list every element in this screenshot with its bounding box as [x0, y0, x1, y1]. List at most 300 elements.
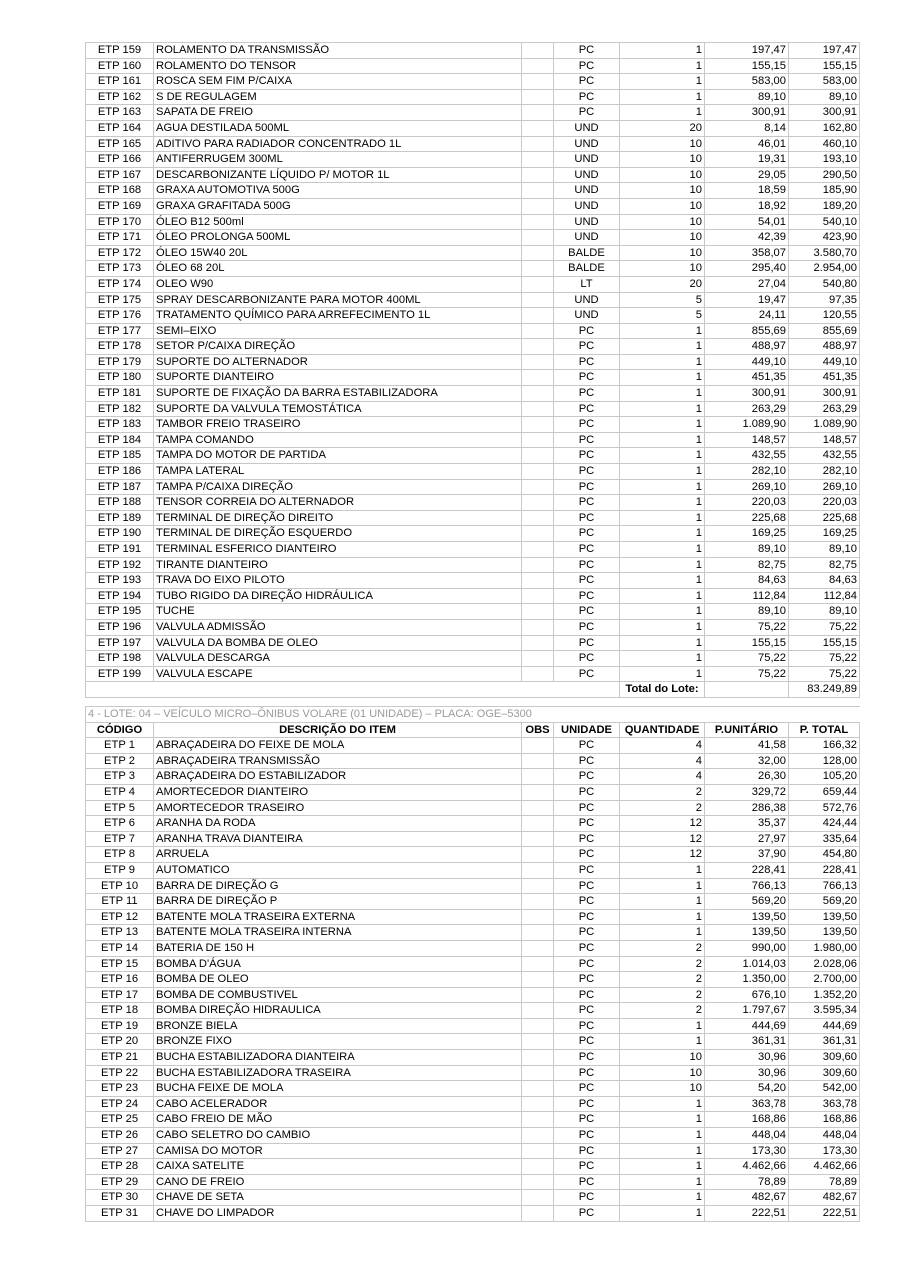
item-unit: PC	[554, 432, 620, 448]
item-code: ETP 20	[86, 1034, 154, 1050]
item-obs	[522, 956, 554, 972]
table-row	[86, 167, 860, 183]
item-quantity: 10	[620, 1081, 705, 1097]
item-obs	[522, 925, 554, 941]
item-description: TENSOR CORREIA DO ALTERNADOR	[154, 495, 522, 511]
item-unit-price: 990,00	[705, 940, 789, 956]
item-code: ETP 173	[86, 261, 154, 277]
item-unit-price: 26,30	[705, 769, 789, 785]
table-row	[86, 58, 860, 74]
item-unit: PC	[554, 417, 620, 433]
item-obs	[522, 261, 554, 277]
item-code: ETP 24	[86, 1096, 154, 1112]
item-quantity: 2	[620, 972, 705, 988]
item-obs	[522, 831, 554, 847]
item-unit-price: 766,13	[705, 878, 789, 894]
item-obs	[522, 573, 554, 589]
item-total-price: 189,20	[789, 198, 860, 214]
item-quantity: 1	[620, 1034, 705, 1050]
item-description: AUTOMATICO	[154, 862, 522, 878]
table-row	[86, 557, 860, 573]
item-code: ETP 12	[86, 909, 154, 925]
item-code: ETP 168	[86, 183, 154, 199]
item-description: TAMPA COMANDO	[154, 432, 522, 448]
table-row	[86, 432, 860, 448]
item-description: TAMBOR FREIO TRASEIRO	[154, 417, 522, 433]
item-quantity: 1	[620, 878, 705, 894]
item-unit: PC	[554, 464, 620, 480]
item-quantity: 10	[620, 198, 705, 214]
item-code: ETP 177	[86, 323, 154, 339]
item-unit-price: 282,10	[705, 464, 789, 480]
item-obs	[522, 276, 554, 292]
item-quantity: 2	[620, 800, 705, 816]
item-quantity: 1	[620, 619, 705, 635]
item-quantity: 5	[620, 292, 705, 308]
item-code: ETP 166	[86, 152, 154, 168]
table-row	[86, 464, 860, 480]
table-row	[86, 588, 860, 604]
item-total-price: 569,20	[789, 894, 860, 910]
item-quantity: 1	[620, 588, 705, 604]
item-code: ETP 19	[86, 1018, 154, 1034]
table-row	[86, 816, 860, 832]
item-unit-price: 75,22	[705, 651, 789, 667]
item-unit-price: 30,96	[705, 1050, 789, 1066]
item-obs	[522, 74, 554, 90]
item-obs	[522, 987, 554, 1003]
item-unit: PC	[554, 862, 620, 878]
item-description: VALVULA DA BOMBA DE OLEO	[154, 635, 522, 651]
item-unit: PC	[554, 878, 620, 894]
table-row	[86, 401, 860, 417]
item-obs	[522, 308, 554, 324]
header-unit-price: P.UNITÁRIO	[705, 722, 789, 738]
item-unit-price: 197,47	[705, 43, 789, 59]
item-code: ETP 8	[86, 847, 154, 863]
item-unit-price: 173,30	[705, 1143, 789, 1159]
table-row	[86, 1018, 860, 1034]
table-row	[86, 136, 860, 152]
item-quantity: 1	[620, 1159, 705, 1175]
item-unit-price: 8,14	[705, 120, 789, 136]
item-quantity: 1	[620, 401, 705, 417]
item-unit: PC	[554, 526, 620, 542]
item-unit-price: 46,01	[705, 136, 789, 152]
table-row	[86, 1159, 860, 1175]
item-code: ETP 3	[86, 769, 154, 785]
table-row	[86, 417, 860, 433]
table-row	[86, 862, 860, 878]
item-code: ETP 29	[86, 1174, 154, 1190]
item-description: CHAVE DO LIMPADOR	[154, 1206, 522, 1222]
item-code: ETP 183	[86, 417, 154, 433]
item-unit: UND	[554, 183, 620, 199]
item-code: ETP 181	[86, 386, 154, 402]
item-quantity: 1	[620, 479, 705, 495]
item-unit-price: 222,51	[705, 1206, 789, 1222]
table-row	[86, 940, 860, 956]
item-code: ETP 190	[86, 526, 154, 542]
item-total-price: 583,00	[789, 74, 860, 90]
item-code: ETP 175	[86, 292, 154, 308]
item-quantity: 4	[620, 753, 705, 769]
item-unit-price: 168,86	[705, 1112, 789, 1128]
item-unit: PC	[554, 354, 620, 370]
item-total-price: 4.462,66	[789, 1159, 860, 1175]
table-row	[86, 448, 860, 464]
item-code: ETP 163	[86, 105, 154, 121]
item-total-price: 659,44	[789, 784, 860, 800]
item-description: VALVULA ESCAPE	[154, 666, 522, 682]
item-unit-price: 112,84	[705, 588, 789, 604]
item-description: CANO DE FREIO	[154, 1174, 522, 1190]
item-obs	[522, 604, 554, 620]
item-unit: PC	[554, 43, 620, 59]
item-obs	[522, 1018, 554, 1034]
item-description: TAMPA LATERAL	[154, 464, 522, 480]
item-description: AMORTECEDOR DIANTEIRO	[154, 784, 522, 800]
item-total-price: 488,97	[789, 339, 860, 355]
item-obs	[522, 862, 554, 878]
item-obs	[522, 120, 554, 136]
item-quantity: 1	[620, 510, 705, 526]
item-total-price: 166,32	[789, 738, 860, 754]
item-quantity: 1	[620, 909, 705, 925]
item-description: TUBO RIGIDO DA DIREÇÃO HIDRÁULICA	[154, 588, 522, 604]
item-description: SUPORTE DIANTEIRO	[154, 370, 522, 386]
item-description: SETOR P/CAIXA DIREÇÃO	[154, 339, 522, 355]
item-obs	[522, 43, 554, 59]
item-code: ETP 165	[86, 136, 154, 152]
item-unit-price: 329,72	[705, 784, 789, 800]
item-description: SUPORTE DA VALVULA TEMOSTÁTICA	[154, 401, 522, 417]
item-unit: PC	[554, 1174, 620, 1190]
item-unit-price: 29,05	[705, 167, 789, 183]
table-row	[86, 753, 860, 769]
item-total-price: 185,90	[789, 183, 860, 199]
item-unit-price: 1.350,00	[705, 972, 789, 988]
item-code: ETP 10	[86, 878, 154, 894]
table-row	[86, 635, 860, 651]
item-unit: PC	[554, 74, 620, 90]
item-unit: PC	[554, 1081, 620, 1097]
item-quantity: 4	[620, 769, 705, 785]
item-description: GRAXA AUTOMOTIVA 500G	[154, 183, 522, 199]
item-unit-price: 295,40	[705, 261, 789, 277]
item-obs	[522, 245, 554, 261]
table-row	[86, 573, 860, 589]
item-description: CABO ACELERADOR	[154, 1096, 522, 1112]
item-total-price: 263,29	[789, 401, 860, 417]
item-total-price: 282,10	[789, 464, 860, 480]
item-code: ETP 26	[86, 1128, 154, 1144]
item-quantity: 1	[620, 1190, 705, 1206]
table-row	[86, 386, 860, 402]
item-quantity: 1	[620, 862, 705, 878]
table-row	[86, 987, 860, 1003]
item-unit: PC	[554, 1112, 620, 1128]
item-description: VALVULA ADMISSÃO	[154, 619, 522, 635]
item-unit: PC	[554, 1206, 620, 1222]
item-obs	[522, 198, 554, 214]
item-total-price: 75,22	[789, 666, 860, 682]
item-unit-price: 448,04	[705, 1128, 789, 1144]
item-quantity: 1	[620, 448, 705, 464]
item-obs	[522, 800, 554, 816]
item-unit: PC	[554, 448, 620, 464]
item-unit-price: 361,31	[705, 1034, 789, 1050]
item-unit-price: 220,03	[705, 495, 789, 511]
table-row	[86, 784, 860, 800]
item-description: BATENTE MOLA TRASEIRA INTERNA	[154, 925, 522, 941]
item-unit-price: 488,97	[705, 339, 789, 355]
item-description: VALVULA DESCARGA	[154, 651, 522, 667]
item-unit: PC	[554, 1143, 620, 1159]
item-unit: PC	[554, 987, 620, 1003]
item-unit: PC	[554, 105, 620, 121]
item-obs	[522, 1096, 554, 1112]
item-quantity: 1	[620, 339, 705, 355]
item-description: TIRANTE DIANTEIRO	[154, 557, 522, 573]
item-obs	[522, 401, 554, 417]
item-unit: PC	[554, 386, 620, 402]
item-quantity: 10	[620, 245, 705, 261]
item-obs	[522, 386, 554, 402]
item-obs	[522, 1112, 554, 1128]
item-unit-price: 300,91	[705, 386, 789, 402]
total-value: 83.249,89	[789, 682, 860, 698]
total-spacer	[86, 682, 620, 698]
item-code: ETP 18	[86, 1003, 154, 1019]
table-row	[86, 152, 860, 168]
item-description: BUCHA ESTABILIZADORA DIANTEIRA	[154, 1050, 522, 1066]
item-description: TERMINAL DE DIREÇÃO ESQUERDO	[154, 526, 522, 542]
item-unit: PC	[554, 619, 620, 635]
item-unit: UND	[554, 136, 620, 152]
item-description: SEMI–EIXO	[154, 323, 522, 339]
item-unit-price: 451,35	[705, 370, 789, 386]
item-quantity: 2	[620, 987, 705, 1003]
item-total-price: 540,10	[789, 214, 860, 230]
item-quantity: 1	[620, 1174, 705, 1190]
item-unit: PC	[554, 1065, 620, 1081]
item-code: ETP 170	[86, 214, 154, 230]
item-quantity: 2	[620, 956, 705, 972]
item-code: ETP 180	[86, 370, 154, 386]
item-obs	[522, 1206, 554, 1222]
total-gap	[705, 682, 789, 698]
item-unit-price: 139,50	[705, 909, 789, 925]
item-unit: PC	[554, 784, 620, 800]
item-code: ETP 164	[86, 120, 154, 136]
item-obs	[522, 784, 554, 800]
table-row	[86, 542, 860, 558]
item-quantity: 1	[620, 105, 705, 121]
item-obs	[522, 816, 554, 832]
table-row	[86, 43, 860, 59]
table-row	[86, 261, 860, 277]
item-obs	[522, 292, 554, 308]
item-total-price: 424,44	[789, 816, 860, 832]
item-obs	[522, 167, 554, 183]
table-row	[86, 831, 860, 847]
item-total-price: 482,67	[789, 1190, 860, 1206]
item-unit: PC	[554, 769, 620, 785]
item-code: ETP 23	[86, 1081, 154, 1097]
item-unit-price: 18,59	[705, 183, 789, 199]
item-code: ETP 30	[86, 1190, 154, 1206]
item-quantity: 1	[620, 894, 705, 910]
item-unit: BALDE	[554, 261, 620, 277]
item-code: ETP 199	[86, 666, 154, 682]
item-total-price: 168,86	[789, 1112, 860, 1128]
item-unit-price: 89,10	[705, 89, 789, 105]
item-obs	[522, 940, 554, 956]
item-quantity: 1	[620, 354, 705, 370]
table-row	[86, 1065, 860, 1081]
item-total-price: 120,55	[789, 308, 860, 324]
item-unit-price: 155,15	[705, 58, 789, 74]
item-total-price: 148,57	[789, 432, 860, 448]
item-quantity: 10	[620, 230, 705, 246]
item-unit-price: 89,10	[705, 604, 789, 620]
item-unit-price: 82,75	[705, 557, 789, 573]
item-unit: UND	[554, 167, 620, 183]
item-total-price: 766,13	[789, 878, 860, 894]
item-code: ETP 171	[86, 230, 154, 246]
table-row	[86, 1034, 860, 1050]
item-unit: UND	[554, 198, 620, 214]
item-total-price: 361,31	[789, 1034, 860, 1050]
item-unit-price: 54,20	[705, 1081, 789, 1097]
item-quantity: 10	[620, 183, 705, 199]
item-quantity: 1	[620, 666, 705, 682]
item-obs	[522, 479, 554, 495]
item-description: BARRA DE DIREÇÃO P	[154, 894, 522, 910]
table-row	[86, 1143, 860, 1159]
item-total-price: 540,80	[789, 276, 860, 292]
table-row	[86, 510, 860, 526]
item-total-price: 309,60	[789, 1050, 860, 1066]
table-row	[86, 1112, 860, 1128]
item-obs	[522, 769, 554, 785]
item-unit-price: 482,67	[705, 1190, 789, 1206]
item-quantity: 1	[620, 464, 705, 480]
item-unit-price: 263,29	[705, 401, 789, 417]
header-code: CÓDIGO	[86, 722, 154, 738]
item-unit-price: 269,10	[705, 479, 789, 495]
item-description: SUPORTE DO ALTERNADOR	[154, 354, 522, 370]
item-code: ETP 5	[86, 800, 154, 816]
item-description: CABO SELETRO DO CAMBIO	[154, 1128, 522, 1144]
item-total-price: 449,10	[789, 354, 860, 370]
item-total-price: 3.580,70	[789, 245, 860, 261]
item-total-price: 423,90	[789, 230, 860, 246]
lot-continuation-table	[85, 42, 860, 698]
item-unit: PC	[554, 1128, 620, 1144]
item-description: ÓLEO PROLONGA 500ML	[154, 230, 522, 246]
item-obs	[522, 1190, 554, 1206]
item-obs	[522, 448, 554, 464]
item-quantity: 1	[620, 651, 705, 667]
item-obs	[522, 542, 554, 558]
item-unit: PC	[554, 58, 620, 74]
item-description: SPRAY DESCARBONIZANTE PARA MOTOR 400ML	[154, 292, 522, 308]
item-quantity: 10	[620, 261, 705, 277]
item-quantity: 1	[620, 604, 705, 620]
lot-caption: 4 - LOTE: 04 – VEÍCULO MICRO–ÔNIBUS VOLARE (01 UNIDADE) – PLACA: OGE–5300	[86, 707, 860, 723]
item-quantity: 1	[620, 1128, 705, 1144]
item-obs	[522, 1159, 554, 1175]
item-total-price: 855,69	[789, 323, 860, 339]
item-obs	[522, 526, 554, 542]
item-obs	[522, 909, 554, 925]
table-row	[86, 105, 860, 121]
item-code: ETP 186	[86, 464, 154, 480]
item-description: BRONZE BIELA	[154, 1018, 522, 1034]
item-unit: PC	[554, 940, 620, 956]
item-unit-price: 225,68	[705, 510, 789, 526]
item-total-price: 225,68	[789, 510, 860, 526]
item-unit: PC	[554, 542, 620, 558]
item-unit: PC	[554, 89, 620, 105]
item-quantity: 1	[620, 432, 705, 448]
item-description: ÓLEO 15W40 20L	[154, 245, 522, 261]
item-quantity: 1	[620, 43, 705, 59]
item-obs	[522, 1034, 554, 1050]
table-row	[86, 1003, 860, 1019]
table-row	[86, 769, 860, 785]
item-description: GRAXA GRAFITADA 500G	[154, 198, 522, 214]
item-total-price: 269,10	[789, 479, 860, 495]
item-unit: PC	[554, 339, 620, 355]
item-code: ETP 167	[86, 167, 154, 183]
item-obs	[522, 1128, 554, 1144]
item-description: BOMBA DE OLEO	[154, 972, 522, 988]
header-obs: OBS	[522, 722, 554, 738]
item-obs	[522, 619, 554, 635]
table-row	[86, 619, 860, 635]
item-unit-price: 19,47	[705, 292, 789, 308]
item-obs	[522, 339, 554, 355]
item-obs	[522, 354, 554, 370]
item-unit: PC	[554, 1190, 620, 1206]
item-obs	[522, 753, 554, 769]
table-row	[86, 339, 860, 355]
item-quantity: 12	[620, 847, 705, 863]
item-unit: PC	[554, 604, 620, 620]
item-obs	[522, 894, 554, 910]
item-description: ARANHA TRAVA DIANTEIRA	[154, 831, 522, 847]
item-description: BOMBA D'ÁGUA	[154, 956, 522, 972]
item-unit: UND	[554, 292, 620, 308]
item-quantity: 20	[620, 120, 705, 136]
item-unit-price: 84,63	[705, 573, 789, 589]
table-row	[86, 738, 860, 754]
item-description: BUCHA ESTABILIZADORA TRASEIRA	[154, 1065, 522, 1081]
item-description: SAPATA DE FREIO	[154, 105, 522, 121]
item-total-price: 363,78	[789, 1096, 860, 1112]
item-unit: PC	[554, 972, 620, 988]
item-quantity: 5	[620, 308, 705, 324]
table-row	[86, 214, 860, 230]
item-total-price: 2.954,00	[789, 261, 860, 277]
header-description: DESCRIÇÃO DO ITEM	[154, 722, 522, 738]
item-unit: PC	[554, 479, 620, 495]
item-description: ÓLEO B12 500ml	[154, 214, 522, 230]
item-total-price: 572,76	[789, 800, 860, 816]
